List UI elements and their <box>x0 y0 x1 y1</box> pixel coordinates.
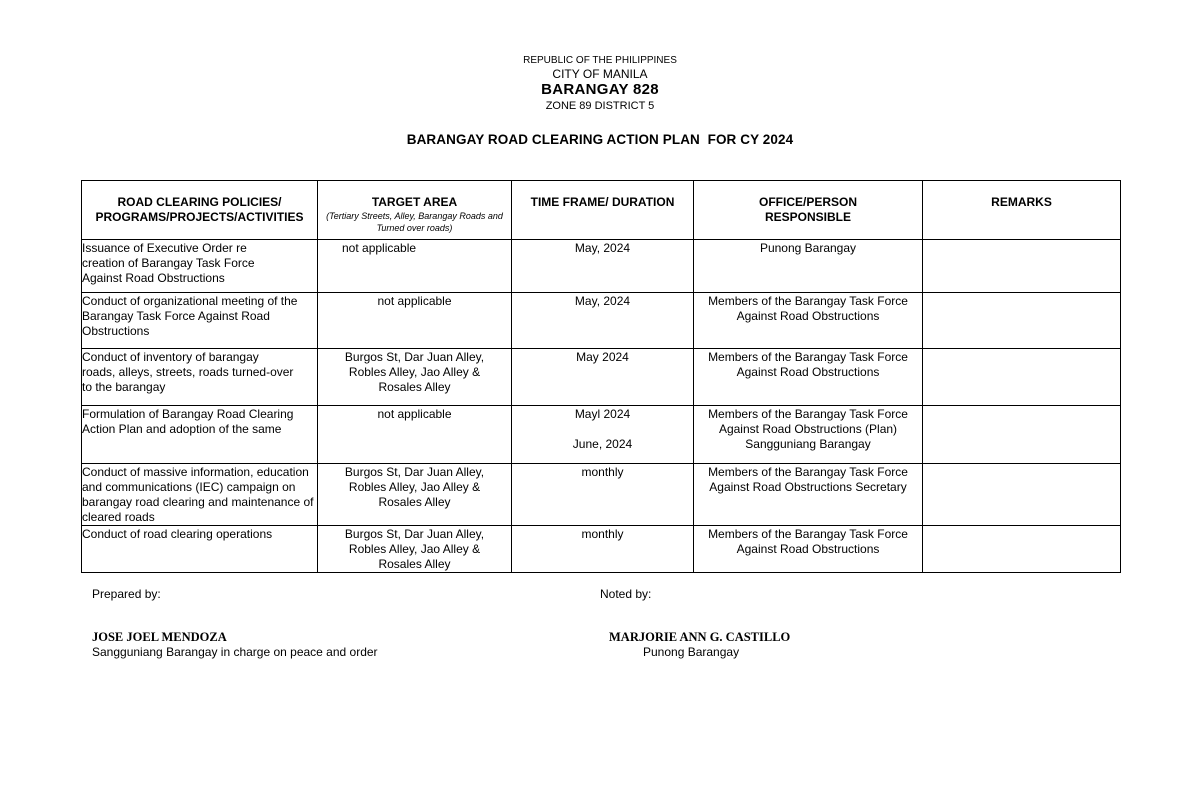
table-row <box>82 293 1121 349</box>
column-header-label: TARGET AREA <box>371 195 458 209</box>
noted-by-label: Noted by: <box>600 587 652 601</box>
city-line: CITY OF MANILA <box>552 67 648 81</box>
office-cell: Members of the Barangay Task Force Against Road Obstructions <box>694 526 923 573</box>
time-frame-cell: May, 2024 <box>512 293 694 349</box>
time-frame-secondary: June, 2024 <box>572 437 633 451</box>
office-cell: Members of the Barangay Task Force Against Road Obstructions Secretary <box>694 464 923 526</box>
column-header-activities <box>82 181 318 240</box>
remarks-cell <box>923 293 1121 349</box>
remarks-cell <box>923 240 1121 293</box>
target-area-cell: not applicable <box>318 293 512 349</box>
office-cell: Members of the Barangay Task Force Against Road Obstructions <box>694 293 923 349</box>
table-row <box>82 464 1121 526</box>
activity-cell: Formulation of Barangay Road Clearing Action Plan and adoption of the same <box>82 406 318 464</box>
activity-cell: Conduct of road clearing operations <box>82 526 318 573</box>
noter-name: MARJORIE ANN G. CASTILLO <box>609 630 791 644</box>
time-frame-cell: May 2024 <box>512 349 694 406</box>
office-cell: Members of the Barangay Task Force Against Road Obstructions <box>694 349 923 406</box>
barangay-line: BARANGAY 828 <box>541 81 659 98</box>
activity-cell: Conduct of inventory of barangay roads, alleys, streets, roads turned-over to the barangay <box>82 349 318 406</box>
time-frame-text: Mayl 2024 <box>574 407 631 421</box>
office-cell: Punong Barangay <box>694 240 923 293</box>
office-text: Members of the Barangay Task Force Against Road Obstructions (Plan) <box>708 407 908 436</box>
time-frame-cell: May, 2024 <box>512 240 694 293</box>
target-area-cell <box>318 240 512 293</box>
document-header <box>0 54 1200 113</box>
noter-role: Punong Barangay <box>643 645 740 659</box>
office-cell <box>694 406 923 464</box>
time-frame-cell: monthly <box>512 526 694 573</box>
column-header-remarks <box>923 181 1121 240</box>
activity-cell: Issuance of Executive Order re creation of Barangay Task Force Against Road Obstructions <box>82 240 318 293</box>
preparer-name: JOSE JOEL MENDOZA <box>92 630 227 644</box>
table-row <box>82 349 1121 406</box>
time-frame-cell <box>512 406 694 464</box>
table-row <box>82 406 1121 464</box>
republic-line: REPUBLIC OF THE PHILIPPINES <box>523 55 677 66</box>
preparer-role: Sangguniang Barangay in charge on peace and order <box>92 645 378 659</box>
column-header-target-area <box>318 181 512 240</box>
action-plan-table <box>81 180 1121 573</box>
table-header-row <box>82 181 1121 240</box>
target-area-text: not applicable <box>342 241 417 255</box>
column-header-office <box>694 181 923 240</box>
remarks-cell <box>923 526 1121 573</box>
remarks-cell <box>923 349 1121 406</box>
target-area-cell: Burgos St, Dar Juan Alley, Robles Alley, Jao Alley & Rosales Alley <box>318 464 512 526</box>
column-header-note: (Tertiary Streets, Alley, Barangay Roads and Turned over roads) <box>326 211 503 233</box>
activity-cell: Conduct of massive information, education and communications (IEC) campaign on barangay road clearing and maintenance of cleared roads <box>82 464 318 526</box>
zone-line: ZONE 89 DISTRICT 5 <box>545 100 655 112</box>
column-header-label: REMARKS <box>991 195 1052 209</box>
column-header-time-frame <box>512 181 694 240</box>
time-frame-cell: monthly <box>512 464 694 526</box>
target-area-cell: not applicable <box>318 406 512 464</box>
activity-cell: Conduct of organizational meeting of the Barangay Task Force Against Road Obstructions <box>82 293 318 349</box>
prepared-by-label: Prepared by: <box>92 587 161 601</box>
column-header-label: OFFICE/PERSON RESPONSIBLE <box>758 195 857 224</box>
table-row <box>82 526 1121 573</box>
office-secondary: Sangguniang Barangay <box>745 437 871 451</box>
remarks-cell <box>923 406 1121 464</box>
table-row <box>82 240 1121 293</box>
remarks-cell <box>923 464 1121 526</box>
target-area-cell: Burgos St, Dar Juan Alley, Robles Alley, Jao Alley & Rosales Alley <box>318 526 512 573</box>
column-header-label: ROAD CLEARING POLICIES/ PROGRAMS/PROJECTS/ACTIVITIES <box>95 195 304 224</box>
target-area-cell: Burgos St, Dar Juan Alley, Robles Alley, Jao Alley & Rosales Alley <box>318 349 512 406</box>
document-title: BARANGAY ROAD CLEARING ACTION PLAN FOR CY 2024 <box>406 132 794 147</box>
column-header-label: TIME FRAME/ DURATION <box>530 195 675 209</box>
